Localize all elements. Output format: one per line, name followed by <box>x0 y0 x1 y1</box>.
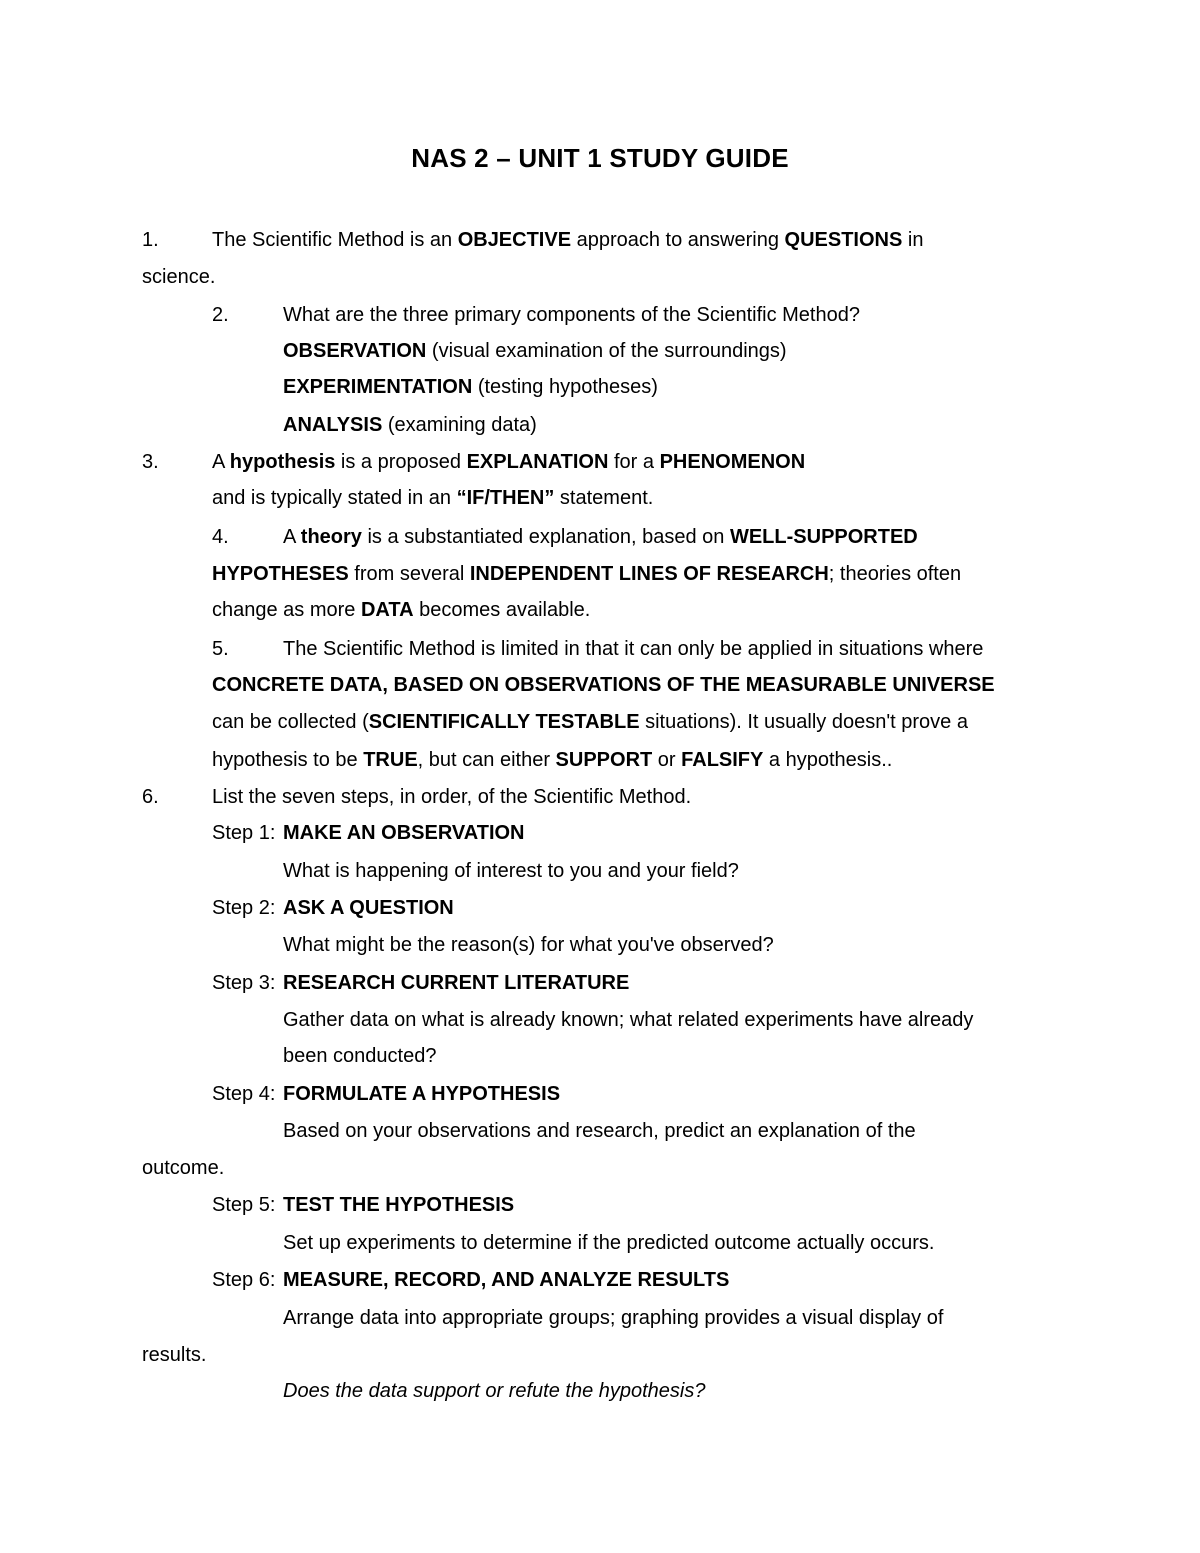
step-name: ASK A QUESTION <box>283 897 454 919</box>
key-term: SCIENTIFICALLY TESTABLE <box>368 711 640 733</box>
key-term: SUPPORT <box>555 749 653 771</box>
step-label: Step 4: <box>212 1083 276 1105</box>
question-5-line-1: The Scientific Method is limited in that it can only be applied in situations where <box>283 638 984 660</box>
key-term: INDEPENDENT LINES OF RESEARCH <box>469 563 829 585</box>
question-1-line-1 <box>212 225 923 255</box>
text: is a proposed <box>335 451 467 473</box>
key-term: OBSERVATION <box>283 340 427 362</box>
text: The Scientific Method is an <box>212 229 458 251</box>
component-item <box>283 372 658 402</box>
key-term: PHENOMENON <box>659 451 806 473</box>
step-name: TEST THE HYPOTHESIS <box>283 1194 515 1216</box>
question-1-number: 1. <box>142 229 159 251</box>
question-6-prompt: List the seven steps, in order, of the Scientific Method. <box>212 786 692 808</box>
step-name: MAKE AN OBSERVATION <box>283 822 525 844</box>
text: and is typically stated in an <box>212 487 457 509</box>
key-term: HYPOTHESES <box>212 563 349 585</box>
step-name: RESEARCH CURRENT LITERATURE <box>283 972 630 994</box>
text: ; theories often <box>828 563 962 585</box>
step-description-continued: outcome. <box>142 1157 225 1179</box>
page-title: NAS 2 – UNIT 1 STUDY GUIDE <box>411 143 789 173</box>
step-description-continued: results. <box>142 1344 207 1366</box>
key-term: OBJECTIVE <box>457 229 572 251</box>
key-term: FALSIFY <box>681 749 764 771</box>
question-3-line-1 <box>212 447 805 477</box>
key-term: ANALYSIS <box>283 414 383 436</box>
question-4-number: 4. <box>212 526 229 548</box>
key-term: WELL-SUPPORTED <box>729 526 918 548</box>
question-3-number: 3. <box>142 451 159 473</box>
step-label: Step 3: <box>212 972 276 994</box>
text: (visual examination of the surroundings) <box>426 340 787 362</box>
question-4-line-1 <box>283 522 918 552</box>
text: , but can either <box>417 749 556 771</box>
step-label: Step 5: <box>212 1194 276 1216</box>
step-label: Step 6: <box>212 1269 276 1291</box>
key-term: QUESTIONS <box>784 229 903 251</box>
question-4-line-3 <box>212 595 590 625</box>
key-term: EXPERIMENTATION <box>283 376 473 398</box>
question-5-number: 5. <box>212 638 229 660</box>
component-item <box>283 410 537 440</box>
text: approach to answering <box>571 229 785 251</box>
question-3-line-2 <box>212 483 653 513</box>
step-name: FORMULATE A HYPOTHESIS <box>283 1083 561 1105</box>
text: (testing hypotheses) <box>472 376 658 398</box>
text: from several <box>348 563 470 585</box>
text: is a substantiated explanation, based on <box>361 526 730 548</box>
question-4-line-2 <box>212 559 961 589</box>
text: (examining data) <box>382 414 537 436</box>
text: statement. <box>554 487 654 509</box>
question-2-number: 2. <box>212 304 229 326</box>
question-5-line-4 <box>212 745 892 775</box>
key-term: “IF/THEN” <box>456 487 555 509</box>
step-name: MEASURE, RECORD, AND ANALYZE RESULTS <box>283 1269 730 1291</box>
step-description: Gather data on what is already known; what related experiments have already <box>283 1009 974 1031</box>
component-item <box>283 336 787 366</box>
text: for a <box>608 451 660 473</box>
question-2-prompt: What are the three primary components of the Scientific Method? <box>283 304 860 326</box>
text: or <box>652 749 682 771</box>
step-description: What might be the reason(s) for what you've observed? <box>283 934 774 956</box>
text: hypothesis to be <box>212 749 364 771</box>
step-description-continued: been conducted? <box>283 1045 437 1067</box>
question-5-line-2: CONCRETE DATA, BASED ON OBSERVATIONS OF THE MEASURABLE UNIVERSE <box>212 674 995 696</box>
key-term: TRUE <box>363 749 418 771</box>
text: in <box>902 229 924 251</box>
text: A <box>283 526 301 548</box>
text: A <box>212 451 230 473</box>
step-label: Step 2: <box>212 897 276 919</box>
step-description: Based on your observations and research, predict an explanation of the <box>283 1120 916 1142</box>
step-question: Does the data support or refute the hypothesis? <box>283 1380 706 1402</box>
text: can be collected ( <box>212 711 369 733</box>
key-term: DATA <box>360 599 414 621</box>
key-term: theory <box>300 526 362 548</box>
step-description: What is happening of interest to you and your field? <box>283 860 739 882</box>
step-description: Arrange data into appropriate groups; graphing provides a visual display of <box>283 1307 944 1329</box>
key-term: hypothesis <box>229 451 336 473</box>
question-6-number: 6. <box>142 786 159 808</box>
question-1-line-2: science. <box>142 266 216 288</box>
key-term: EXPLANATION <box>466 451 609 473</box>
question-5-line-3 <box>212 707 968 737</box>
text: change as more <box>212 599 361 621</box>
step-label: Step 1: <box>212 822 276 844</box>
text: situations). It usually doesn't prove a <box>639 711 968 733</box>
text: a hypothesis.. <box>763 749 893 771</box>
step-description: Set up experiments to determine if the predicted outcome actually occurs. <box>283 1232 935 1254</box>
text: becomes available. <box>413 599 591 621</box>
